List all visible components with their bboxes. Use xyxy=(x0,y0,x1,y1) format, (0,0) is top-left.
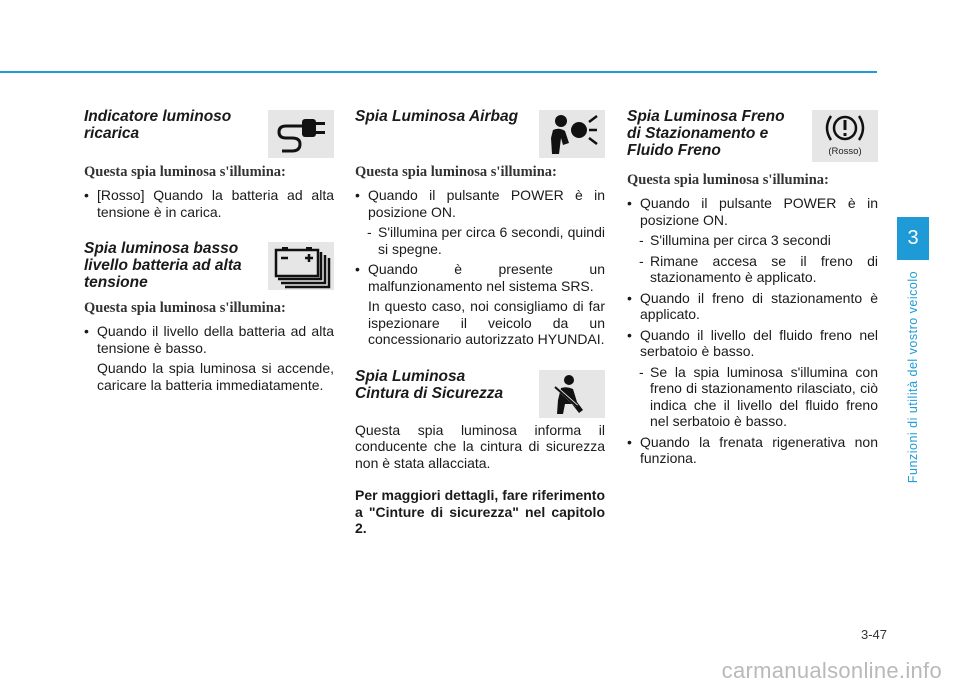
bullet-item: • Quando il pulsante POWER è in posizione ON. xyxy=(627,195,878,228)
section-title: Spia luminosa basso livello batteria ad alta tensione xyxy=(84,240,242,291)
section-title: Spia Luminosa Airbag xyxy=(355,108,519,125)
cross-reference-paragraph: Per maggiori dettagli, fare riferimento a "Cinture di sicurezza" nel capitolo 2. xyxy=(355,487,605,536)
chapter-title-vertical: Funzioni di utilità del vostro veicolo xyxy=(906,270,920,484)
section-title: Indicatore luminoso ricarica xyxy=(84,108,232,142)
paragraph: In questo caso, noi consigliamo di far ispezionare il veicolo da un concessionario autorizzato HYUNDAI. xyxy=(368,298,605,347)
column-2 xyxy=(355,108,605,537)
column-3 xyxy=(627,108,878,471)
bullet-item: • Quando è presente un malfunzionamento nel sistema SRS. xyxy=(355,261,605,294)
dash-item: - S'illumina per circa 3 secondi xyxy=(627,232,878,249)
watermark: carmanualsonline.info xyxy=(721,658,942,683)
section-subtitle: Questa spia luminosa s'illumina: xyxy=(355,164,557,180)
bullet-item: • Quando il pulsante POWER è in posizione ON. xyxy=(355,187,605,220)
seat-belt-section-header xyxy=(355,368,605,416)
section-subtitle: Questa spia luminosa s'illumina: xyxy=(84,164,286,180)
page-number: 3-47 xyxy=(860,627,887,642)
dash-item: - Se la spia luminosa s'illumina con freno di stazionamento rilasciato, ciò indica che il livello del fluido freno nel serbatoio è basso. xyxy=(627,364,878,430)
paragraph: Quando la spia luminosa si accende, caricare la batteria immediatamente. xyxy=(97,360,334,393)
dash-item: - S'illumina per circa 6 secondi, quindi si spegne. xyxy=(355,224,605,257)
brake-warning-icon xyxy=(812,110,878,162)
section-title: Spia Luminosa Cintura di Sicurezza xyxy=(355,367,504,402)
brake-section-header xyxy=(627,108,878,164)
column-1 xyxy=(84,108,334,397)
airbag-icon xyxy=(539,110,605,158)
dash-item: - Rimane accesa se il freno di stazionamento è applicato. xyxy=(627,253,878,286)
paragraph: Questa spia luminosa informa il conducente che la cintura di sicurezza non è stata allacciata. xyxy=(355,421,605,471)
header-rule xyxy=(0,71,877,73)
section-subtitle: Questa spia luminosa s'illumina: xyxy=(84,300,286,316)
high-voltage-battery-icon xyxy=(268,242,334,290)
charging-section-header xyxy=(84,108,334,156)
bullet-item: • Quando la frenata rigenerativa non funziona. xyxy=(627,434,878,467)
charging-plug-icon xyxy=(268,110,334,158)
bullet-item: • Quando il livello della batteria ad alta tensione è basso. xyxy=(84,323,334,356)
brake-icon-label: (Rosso) xyxy=(828,146,862,157)
bullet-item: • Quando il livello del fluido freno nel serbatoio è basso. xyxy=(627,327,878,360)
section-subtitle: Questa spia luminosa s'illumina: xyxy=(627,172,829,188)
bullet-item: • [Rosso] Quando la batteria ad alta tensione è in carica. xyxy=(84,187,334,220)
seat-belt-icon xyxy=(539,370,605,418)
low-battery-section-header xyxy=(84,240,334,292)
airbag-section-header xyxy=(355,108,605,156)
section-title: Spia Luminosa Freno di Stazionamento e Fluido Freno xyxy=(627,108,785,159)
chapter-tab: 3 xyxy=(897,217,929,260)
bullet-item: • Quando il freno di stazionamento è applicato. xyxy=(627,290,878,323)
